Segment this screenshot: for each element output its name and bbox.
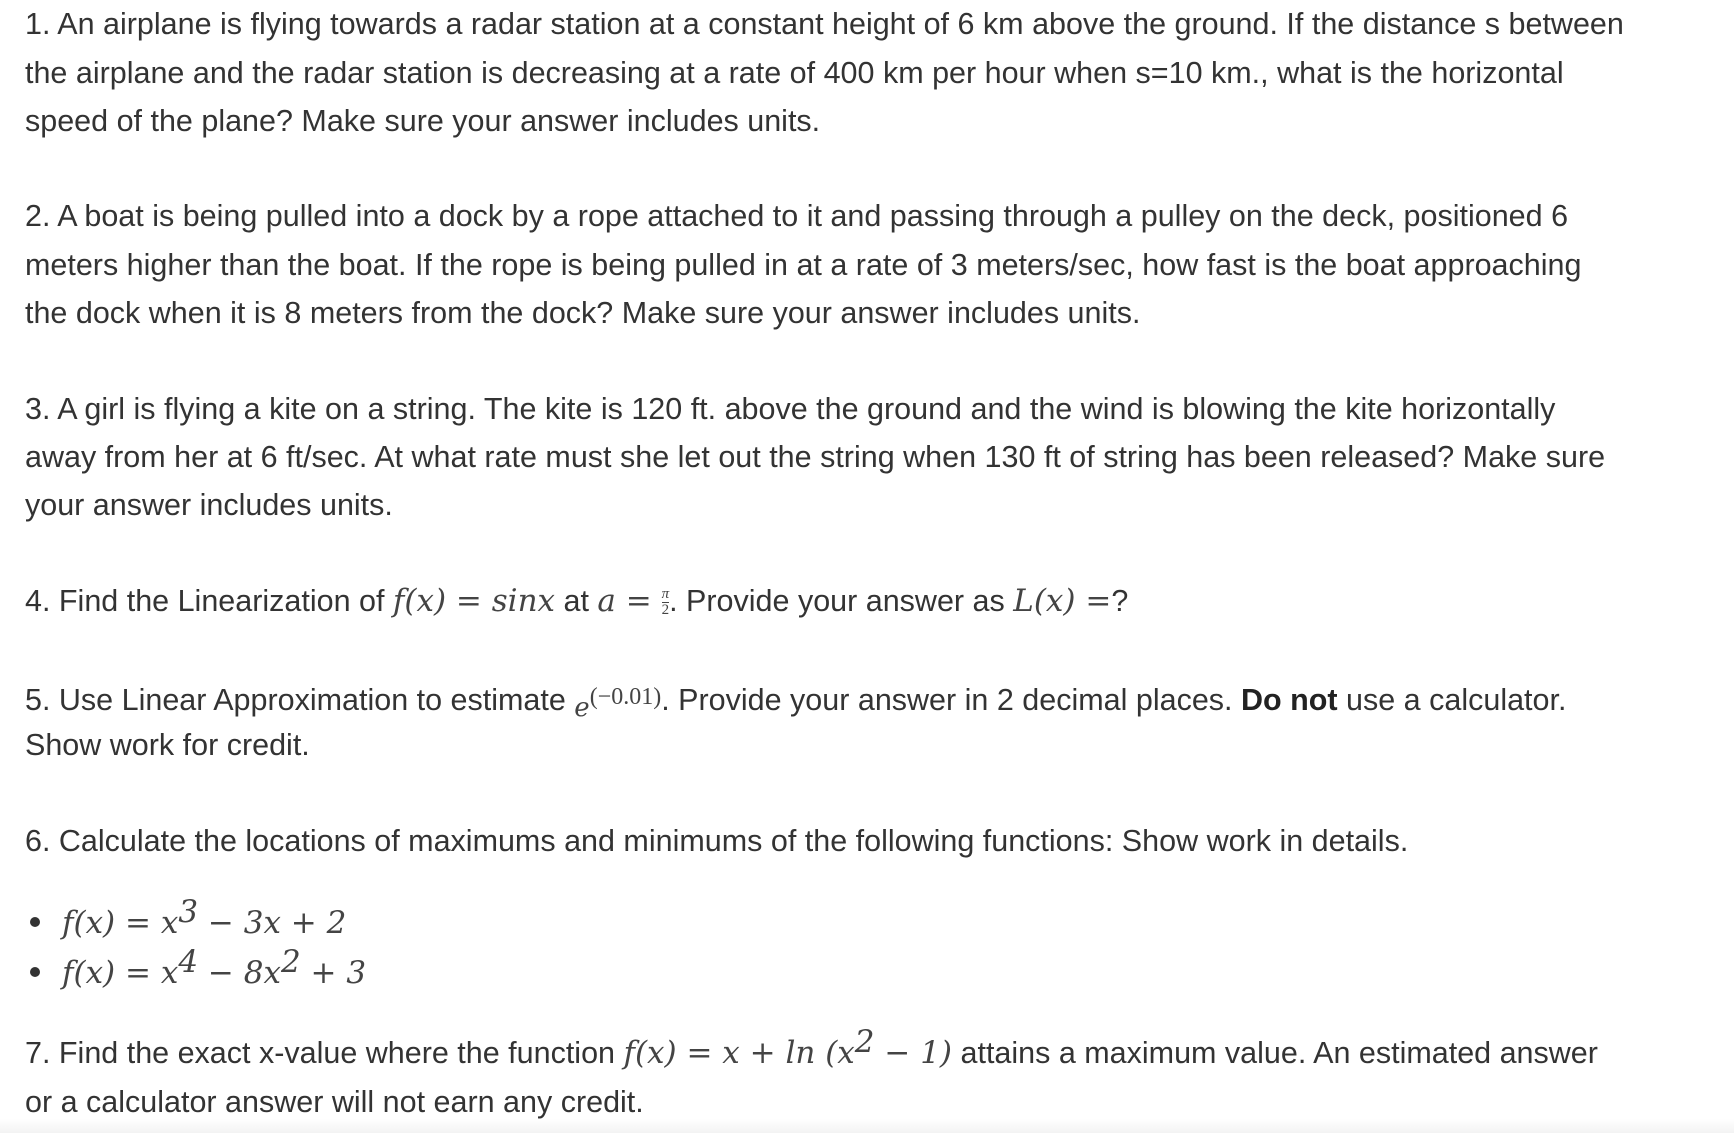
q4-text: . Provide your answer as [669,584,1014,618]
q1-line: the airplane and the radar station is decreasing at a rate of 400 km per hour when s=10 km., what is the horizontal [25,56,1564,90]
q7-text: attains a maximum value. An estimated answer [952,1036,1598,1070]
frac-denominator: 2 [661,602,670,619]
bullet-icon [30,917,40,927]
q3-line: 3. A girl is flying a kite on a string. The kite is 120 ft. above the ground and the wind is blowing the kite horizontally [25,392,1556,426]
q1-line: 1. An airplane is flying towards a radar station at a constant height of 6 km above the ground. If the distance s between [25,7,1624,41]
q7-math: f(x) = x + ln (x [623,1035,855,1071]
q4-math-a: a = [597,583,662,619]
bullet-icon [30,967,40,977]
q4-fraction [662,587,670,618]
math-exponent: 2 [280,943,301,980]
q5-text: . Provide your answer in 2 decimal places. [661,683,1241,717]
q4-text: ? [1111,584,1129,618]
q5-text: use a calculator. [1337,683,1567,717]
q7-text: 7. Find the exact x-value where the function [25,1036,624,1070]
q4-text: 4. Find the Linearization of [25,584,393,618]
q4-text: at [555,584,598,618]
q7-math: − 1) [874,1035,953,1071]
math: − 8x [198,955,281,991]
q5-bold: Do not [1241,683,1338,717]
q3-line: your answer includes units. [25,488,393,522]
math-exponent: 4 [178,943,199,980]
q6-item [62,943,367,997]
q6-item [62,893,347,947]
bottom-fade [0,1119,1734,1133]
q4-math-function: f(x) = sinx [392,583,556,619]
q4-math-L: L(x) = [1013,583,1112,619]
q1-line: speed of the plane? Make sure your answer includes units. [25,104,821,138]
frac-numerator: π [661,586,670,603]
q2-line: the dock when it is 8 meters from the dock? Make sure your answer includes units. [25,296,1141,330]
math-exponent: 2 [854,1023,875,1060]
q2-line: meters higher than the boat. If the rope is being pulled in at a rate of 3 meters/sec, how fast is the boat approaching [25,248,1582,282]
q2-line: 2. A boat is being pulled into a dock by a rope attached to it and passing through a pulley on the deck, positioned 6 [25,199,1569,233]
math-exponent: 3 [178,893,199,930]
question-4 [25,577,1128,625]
math: − 3x + 2 [198,905,347,941]
q5-math-base: e [574,693,590,723]
math: + 3 [300,955,367,991]
q5-math-exponent: (−0.01) [589,684,662,710]
math: f(x) = x [62,905,179,941]
q6-text: 6. Calculate the locations of maximums and minimums of the following functions: Show work in details. [25,824,1409,858]
q3-line: away from her at 6 ft/sec. At what rate must she let out the string when 130 ft of string has been released? Make sure [25,440,1606,474]
math: f(x) = x [62,955,179,991]
q5-text: 5. Use Linear Approximation to estimate [25,683,575,717]
q5-line: Show work for credit. [25,728,310,762]
q7-line: or a calculator answer will not earn any credit. [25,1085,644,1119]
